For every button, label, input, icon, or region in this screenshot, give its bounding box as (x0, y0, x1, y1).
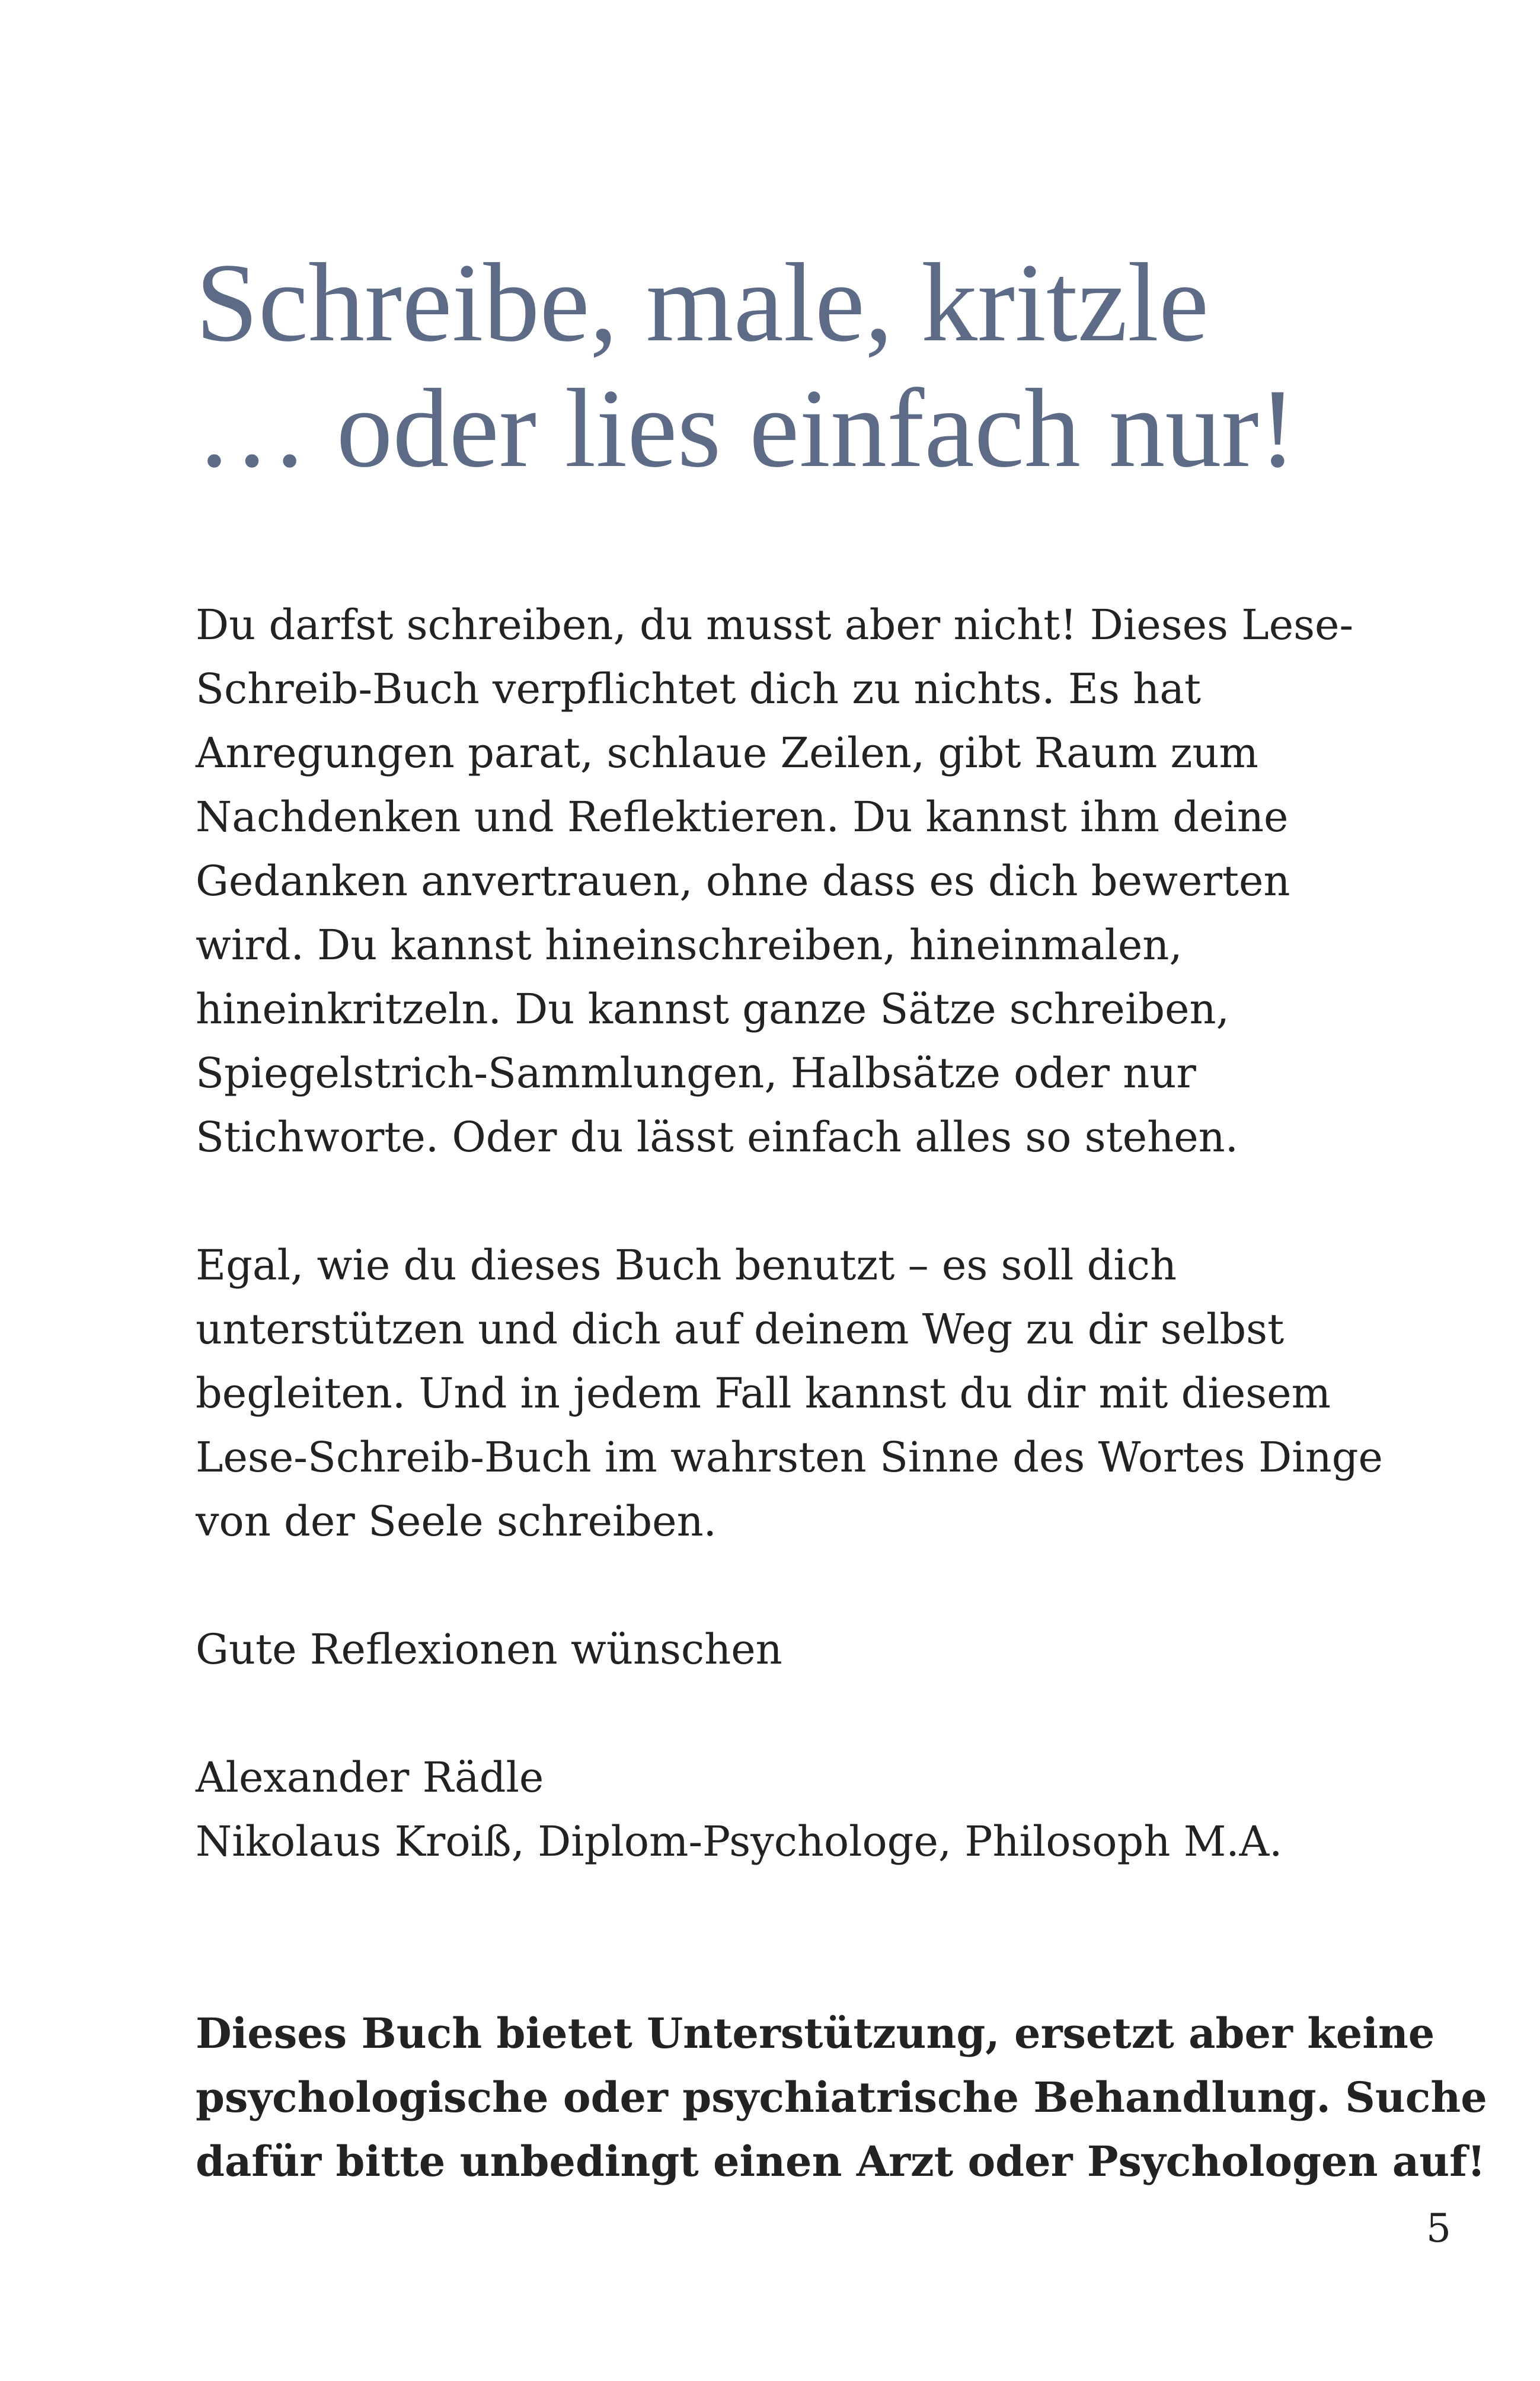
title-line: Schreibe, male, kritzle (196, 241, 1209, 365)
text-line: Gute Reflexionen wünschen (196, 1625, 782, 1674)
paragraph-usage (196, 1233, 1470, 1553)
text-line: hineinkritzeln. Du kannst ganze Sätze schreiben, (196, 985, 1229, 1033)
text-line: wird. Du kannst hineinschreiben, hineinmalen, (196, 921, 1183, 969)
paragraph-gap (196, 1169, 1470, 1233)
disclaimer (196, 2002, 1487, 2194)
page-title (196, 240, 1440, 491)
text-line: begleiten. Und in jedem Fall kannst du dir mit diesem (196, 1369, 1331, 1418)
text-line: Nachdenken und Reflektieren. Du kannst ihm deine (196, 793, 1289, 841)
text-line: von der Seele schreiben. (196, 1497, 717, 1546)
text-line: Du darfst schreiben, du musst aber nicht! Dieses Lese- (196, 601, 1354, 649)
text-line: dafür bitte unbedingt einen Arzt oder Psychologen auf! (196, 2137, 1485, 2186)
text-line: psychologische oder psychiatrische Behandlung. Suche (196, 2073, 1487, 2122)
paragraph-gap (196, 1553, 1470, 1617)
paragraph-gap (196, 1938, 1470, 2002)
paragraph-intro (196, 593, 1470, 1169)
text-line: Egal, wie du dieses Buch benutzt – es soll dich (196, 1241, 1177, 1290)
author-name: Alexander Rädle (196, 1753, 544, 1802)
author-signature (196, 1745, 1470, 1873)
page-number: 5 (1426, 2206, 1451, 2251)
text-line: unterstützen und dich auf deinem Weg zu dir selbst (196, 1305, 1285, 1354)
text-line: Spiegelstrich-Sammlungen, Halbsätze oder nur (196, 1049, 1196, 1097)
paragraph-gap (196, 1681, 1470, 1745)
greeting (196, 1617, 1470, 1681)
text-line: Schreib-Buch verpflichtet dich zu nichts. Es hat (196, 665, 1202, 713)
text-line: Gedanken anvertrauen, ohne dass es dich bewerten (196, 857, 1290, 905)
text-line: Lese-Schreib-Buch im wahrsten Sinne des Wortes Dinge (196, 1433, 1383, 1482)
text-line: Dieses Buch bietet Unterstützung, ersetzt aber keine (196, 2009, 1435, 2058)
text-line: Stichworte. Oder du lässt einfach alles so stehen. (196, 1113, 1238, 1161)
paragraph-gap (196, 1873, 1470, 1938)
author-name: Nikolaus Kroiß, Diplom-Psychologe, Philosoph M.A. (196, 1817, 1283, 1866)
text-line: Anregungen parat, schlaue Zeilen, gibt Raum zum (196, 729, 1258, 777)
title-line: … oder lies einfach nur! (196, 366, 1297, 491)
body-text (196, 593, 1487, 2194)
